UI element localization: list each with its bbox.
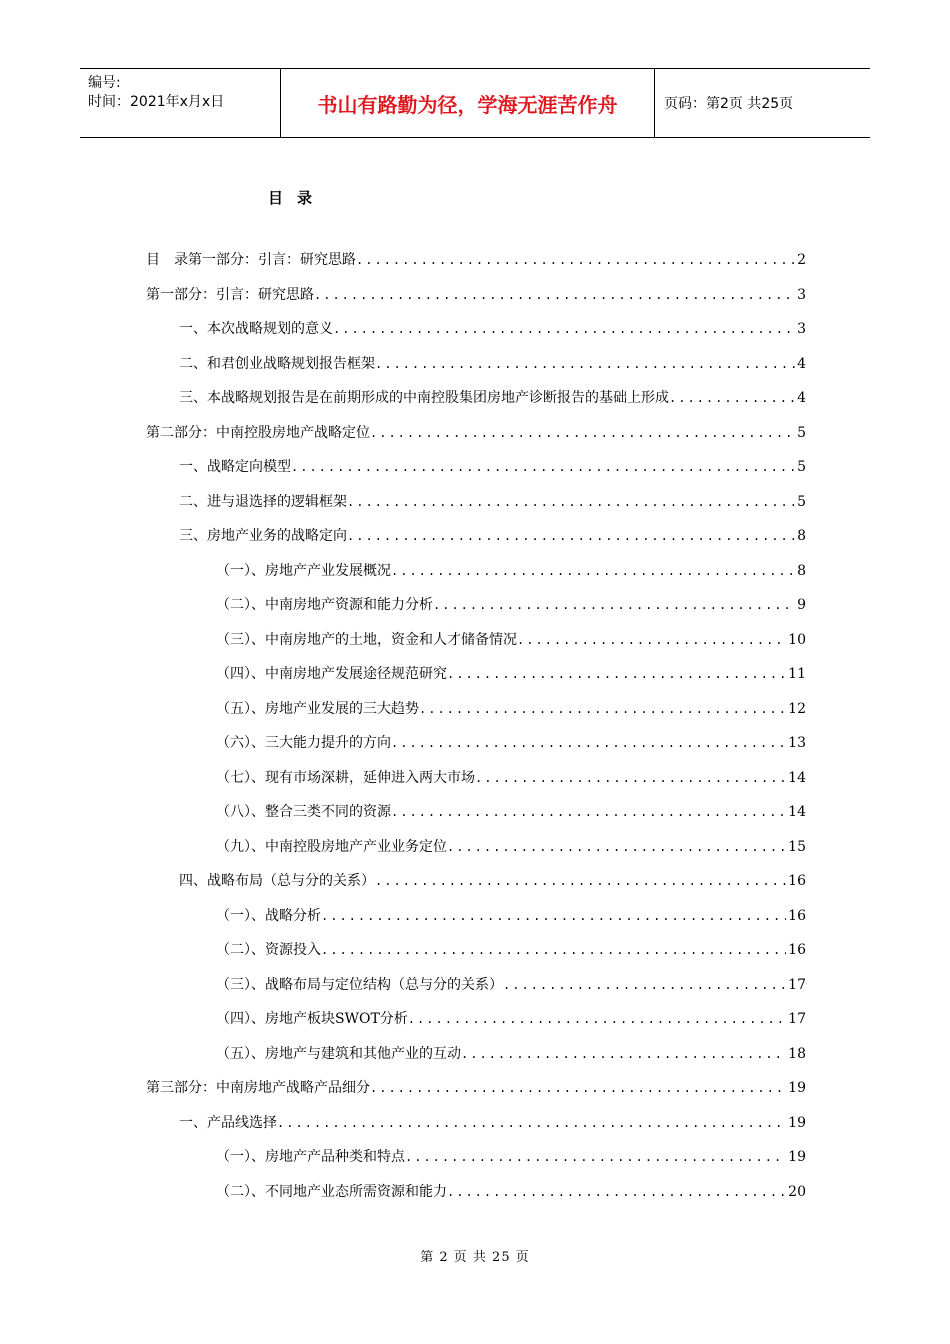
toc-leader-dots: [333, 312, 795, 347]
toc-entry-title: （七）、现有市场深耕，延伸进入两大市场: [216, 769, 475, 786]
toc-entry[interactable]: [146, 381, 806, 416]
toc-entry-page: 13: [788, 735, 806, 751]
toc-leader-dots: [321, 899, 786, 934]
toc-entry-title: （五）、房地产与建筑和其他产业的互动: [216, 1045, 461, 1062]
toc-entry[interactable]: [146, 726, 806, 761]
header-motto: 书山有路勤为径，学海无涯苦作舟: [317, 92, 618, 117]
toc-entry-page: 15: [788, 838, 806, 855]
toc-entry[interactable]: [146, 347, 806, 382]
toc-entry[interactable]: [146, 554, 806, 589]
doc-number-label: 编号:: [88, 75, 121, 91]
table-of-contents: [146, 243, 806, 1209]
toc-entry-title: （八）、整合三类不同的资源: [216, 804, 391, 820]
toc-leader-dots: [669, 381, 795, 416]
toc-entry[interactable]: [146, 1140, 806, 1175]
toc-leader-dots: [291, 450, 795, 485]
toc-entry-page: 17: [788, 1011, 806, 1027]
toc-entry-page: 10: [788, 631, 806, 648]
time-label: 时间：2021年x月x日: [88, 94, 225, 110]
toc-entry[interactable]: [146, 830, 806, 865]
toc-entry-page: 5: [797, 459, 806, 475]
toc-entry-title: （二）、不同地产业态所需资源和能力: [216, 1183, 447, 1200]
toc-entry-title: 四、战略布局（总与分的关系）: [179, 873, 375, 889]
toc-entry-page: 8: [797, 562, 806, 579]
toc-leader-dots: [517, 623, 786, 658]
header-meta: [80, 69, 280, 137]
toc-entry[interactable]: [146, 485, 806, 520]
toc-entry-page: 5: [797, 493, 806, 510]
toc-entry-page: 16: [788, 942, 806, 958]
toc-leader-dots: [370, 416, 795, 451]
toc-leader-dots: [433, 588, 795, 623]
toc-leader-dots: [370, 1071, 786, 1106]
toc-entry-title: 第二部分：中南控股房地产战略定位: [146, 424, 370, 441]
toc-entry-page: 14: [788, 769, 806, 786]
toc-entry[interactable]: [146, 692, 806, 727]
toc-entry[interactable]: [146, 761, 806, 796]
toc-entry[interactable]: [146, 623, 806, 658]
toc-entry-title: 一、本次战略规划的意义: [179, 321, 333, 337]
toc-entry[interactable]: [146, 795, 806, 830]
toc-entry-title: （二）、资源投入: [216, 942, 321, 958]
toc-entry[interactable]: [146, 243, 806, 278]
toc-leader-dots: [447, 657, 786, 692]
toc-entry-page: 4: [797, 390, 806, 406]
toc-entry-title: （二）、中南房地产资源和能力分析: [216, 597, 433, 613]
toc-entry[interactable]: [146, 588, 806, 623]
toc-entry-title: 三、本战略规划报告是在前期形成的中南控股集团房地产诊断报告的基础上形成: [179, 390, 669, 406]
toc-entry-title: （四）、中南房地产发展途径规范研究: [216, 666, 447, 682]
toc-entry-title: （一）、房地产产品种类和特点: [216, 1149, 405, 1165]
toc-leader-dots: [356, 243, 795, 278]
toc-entry-page: 14: [788, 804, 806, 820]
toc-entry[interactable]: [146, 1071, 806, 1106]
toc-leader-dots: [391, 726, 786, 761]
toc-entry[interactable]: [146, 1175, 806, 1210]
toc-entry-page: 2: [797, 252, 806, 268]
toc-entry-title: 二、和君创业战略规划报告框架: [179, 355, 375, 372]
toc-entry-page: 19: [788, 1114, 806, 1131]
page-footer: 第 2 页 共 25 页: [420, 1250, 530, 1265]
toc-entry[interactable]: [146, 450, 806, 485]
toc-leader-dots: [461, 1037, 786, 1072]
toc-entry[interactable]: [146, 899, 806, 934]
toc-entry-page: 12: [788, 700, 806, 717]
header-divider: [654, 69, 655, 137]
toc-entry-page: 4: [797, 355, 806, 372]
toc-entry-page: 3: [797, 286, 806, 303]
page-header: [80, 68, 870, 138]
toc-entry[interactable]: [146, 1037, 806, 1072]
toc-entry[interactable]: [146, 657, 806, 692]
toc-entry[interactable]: [146, 968, 806, 1003]
toc-leader-dots: [391, 554, 795, 589]
toc-entry-title: 第一部分：引言：研究思路: [146, 286, 314, 303]
toc-entry-page: 11: [788, 666, 806, 682]
toc-leader-dots: [408, 1002, 786, 1037]
header-page-info: 页码：第2页 共25页: [664, 96, 794, 112]
toc-leader-dots: [475, 761, 786, 796]
toc-title: 目录: [267, 189, 326, 207]
toc-entry[interactable]: [146, 1002, 806, 1037]
toc-entry[interactable]: [146, 416, 806, 451]
toc-leader-dots: [347, 519, 795, 554]
toc-entry[interactable]: [146, 1106, 806, 1141]
toc-leader-dots: [503, 968, 786, 1003]
toc-leader-dots: [447, 830, 786, 865]
toc-entry[interactable]: [146, 278, 806, 313]
toc-leader-dots: [347, 485, 795, 520]
toc-entry-page: 16: [788, 907, 806, 924]
toc-leader-dots: [447, 1175, 786, 1210]
toc-leader-dots: [277, 1106, 786, 1141]
toc-entry-page: 8: [797, 528, 806, 544]
toc-entry-title: （三）、战略布局与定位结构（总与分的关系）: [216, 976, 503, 993]
toc-entry-title: 三、房地产业务的战略定向: [179, 528, 347, 544]
toc-entry[interactable]: [146, 312, 806, 347]
toc-leader-dots: [321, 933, 786, 968]
toc-entry-page: 18: [788, 1045, 806, 1062]
toc-entry-title: 第三部分：中南房地产战略产品细分: [146, 1080, 370, 1096]
toc-entry-title: （五）、房地产业发展的三大趋势: [216, 700, 419, 717]
toc-leader-dots: [419, 692, 786, 727]
toc-entry[interactable]: [146, 864, 806, 899]
toc-entry-page: 20: [788, 1183, 806, 1200]
toc-entry-page: 19: [788, 1149, 806, 1165]
toc-leader-dots: [375, 864, 786, 899]
toc-entry-title: （四）、房地产板块SWOT分析: [216, 1011, 408, 1027]
toc-entry-title: （六）、三大能力提升的方向: [216, 735, 391, 751]
toc-leader-dots: [314, 278, 795, 313]
toc-leader-dots: [405, 1140, 786, 1175]
toc-entry[interactable]: [146, 519, 806, 554]
toc-entry-title: （三）、中南房地产的土地，资金和人才储备情况: [216, 631, 517, 648]
toc-entry[interactable]: [146, 933, 806, 968]
toc-entry-title: （一）、房地产产业发展概况: [216, 562, 391, 579]
toc-entry-page: 16: [788, 873, 806, 889]
toc-entry-title: （一）、战略分析: [216, 907, 321, 924]
toc-entry-title: （九）、中南控股房地产产业业务定位: [216, 838, 447, 855]
toc-entry-title: 二、进与退选择的逻辑框架: [179, 493, 347, 510]
toc-entry-page: 17: [788, 976, 806, 993]
toc-entry-title: 目 录第一部分：引言：研究思路: [146, 252, 356, 268]
toc-entry-page: 3: [797, 321, 806, 337]
toc-entry-title: 一、产品线选择: [179, 1114, 277, 1131]
toc-entry-page: 5: [797, 424, 806, 441]
toc-leader-dots: [391, 795, 786, 830]
toc-entry-page: 9: [797, 597, 806, 613]
toc-entry-page: 19: [788, 1080, 806, 1096]
toc-entry-title: 一、战略定向模型: [179, 459, 291, 475]
toc-leader-dots: [375, 347, 795, 382]
